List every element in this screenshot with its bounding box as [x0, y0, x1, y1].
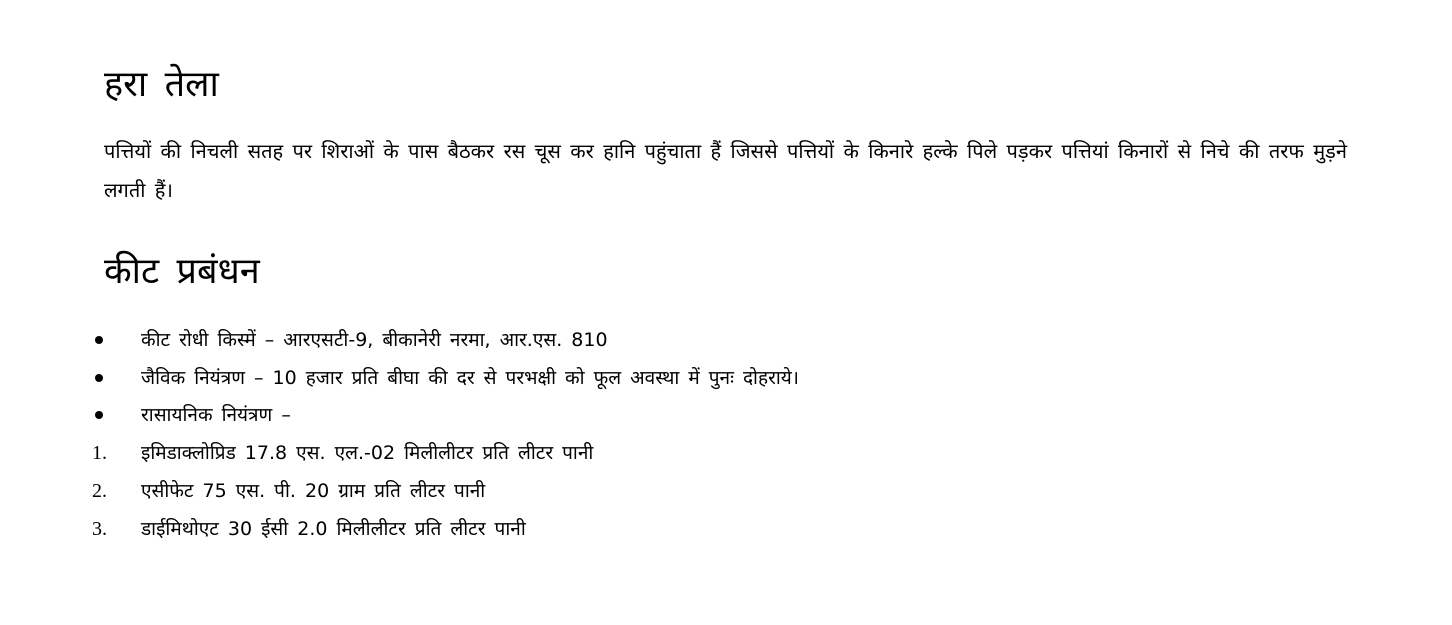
list-item-text: रासायनिक नियंत्रण – — [141, 404, 291, 426]
bullet-icon — [95, 336, 103, 344]
green-jassid-description: पत्तियों की निचली सतह पर शिराओं के पास बैठकर रस चूस कर हानि पहुंचाता हैं जिससे पत्तियों के किनारे हल्के पिले पड़कर पत्तियां किनारों से निचे की तरफ मुड़ने लगती हैं। — [104, 139, 1347, 202]
list-item-text: जैविक नियंत्रण – 10 हजार प्रति बीघा की दर से परभक्षी को फूल अवस्था में पुनः दोहराये। — [141, 367, 799, 389]
item-number: 2. — [92, 480, 107, 502]
section-heading-green-jassid: हरा तेला — [104, 64, 219, 105]
numbered-item — [0, 438, 1452, 468]
numbered-item — [0, 476, 1452, 506]
item-number: 1. — [92, 442, 107, 464]
numbered-item — [0, 514, 1452, 544]
numbered-item-text: डाईमिथोएट 30 ईसी 2.0 मिलीलीटर प्रति लीटर पानी — [141, 518, 526, 540]
section-heading-pest-management: कीट प्रबंधन — [104, 251, 260, 292]
list-item-text: कीट रोधी किस्में – आरएसटी-9, बीकानेरी नरमा, आर.एस. 810 — [141, 329, 608, 351]
bullet-icon — [95, 411, 103, 419]
numbered-item-text: इमिडाक्लोप्रिड 17.8 एस. एल.-02 मिलीलीटर प्रति लीटर पानी — [141, 442, 594, 464]
list-item — [0, 325, 1452, 355]
list-item — [0, 363, 1452, 393]
bullet-icon — [95, 374, 103, 382]
list-item — [0, 400, 1452, 430]
item-number: 3. — [92, 518, 107, 540]
numbered-item-text: एसीफेट 75 एस. पी. 20 ग्राम प्रति लीटर पानी — [141, 480, 486, 502]
